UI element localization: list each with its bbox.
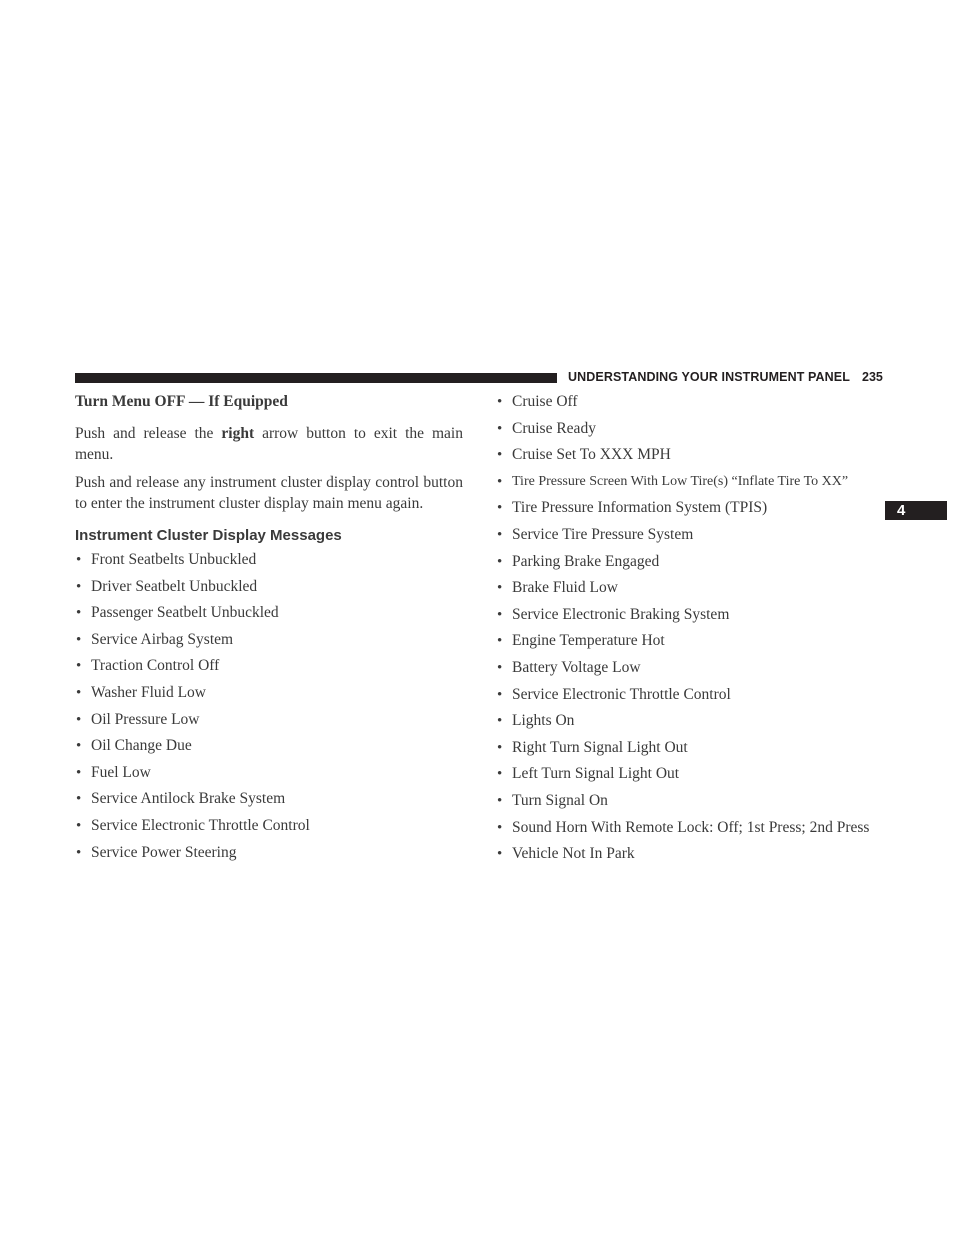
list-item-text: Washer Fluid Low: [91, 683, 206, 701]
list-item-text: Fuel Low: [91, 763, 151, 781]
bullet-icon: •: [497, 394, 503, 410]
bullet-icon: •: [497, 526, 503, 543]
list-item: [75, 656, 463, 683]
list-item-text: Engine Temperature Hot: [512, 632, 665, 650]
bullet-icon: •: [497, 420, 503, 437]
bullet-icon: •: [497, 580, 503, 597]
para1-bold-word: right: [221, 425, 255, 442]
list-item: [496, 445, 896, 472]
list-item-text: Brake Fluid Low: [512, 579, 618, 597]
list-item-text: Battery Voltage Low: [512, 658, 641, 676]
list-item-text: Oil Change Due: [91, 737, 192, 755]
list-item: [496, 764, 896, 791]
list-item-text: Right Turn Signal Light Out: [512, 738, 688, 756]
bullet-icon: •: [497, 500, 503, 517]
list-item-text: Lights On: [512, 712, 575, 730]
list-item-text: Left Turn Signal Light Out: [512, 765, 680, 783]
section-heading: Instrument Cluster Display Messages: [75, 527, 342, 544]
bullet-icon: •: [76, 764, 82, 781]
list-item-text: Service Electronic Braking System: [512, 605, 730, 623]
list-item: [75, 683, 463, 710]
bullet-icon: •: [76, 578, 82, 595]
list-item: [496, 631, 896, 658]
list-item: [75, 603, 463, 630]
bullet-icon: •: [76, 791, 82, 808]
list-item-text: Service Tire Pressure System: [512, 525, 694, 543]
bullet-icon: •: [497, 553, 503, 570]
list-item-text: Driver Seatbelt Unbuckled: [91, 577, 258, 595]
header-rule: [75, 373, 557, 383]
list-item-text: Service Antilock Brake System: [91, 790, 286, 808]
list-item: [75, 789, 463, 816]
list-item: [75, 816, 463, 843]
list-item-text: Sound Horn With Remote Lock: Off; 1st Press; 2nd Press: [512, 818, 870, 836]
list-item: [75, 630, 463, 657]
list-item: [496, 711, 896, 738]
list-item-text: Traction Control Off: [91, 657, 220, 675]
bullet-icon: •: [76, 844, 82, 861]
bullet-icon: •: [497, 686, 503, 703]
bullet-icon: •: [76, 684, 82, 701]
list-item: [75, 736, 463, 763]
list-item-text: Service Power Steering: [91, 843, 237, 861]
bullet-icon: •: [497, 659, 503, 676]
right-message-list: [496, 392, 896, 871]
bullet-icon: •: [76, 631, 82, 648]
list-item: [496, 818, 896, 845]
list-item-text: Service Airbag System: [91, 630, 234, 648]
list-item-text: Cruise Ready: [512, 419, 596, 437]
bullet-icon: •: [497, 473, 503, 490]
list-item-text: Service Electronic Throttle Control: [91, 816, 310, 834]
bullet-icon: •: [76, 552, 82, 568]
list-item: [496, 525, 896, 552]
bullet-icon: •: [76, 817, 82, 834]
bullet-icon: •: [497, 713, 503, 730]
bullet-icon: •: [497, 846, 503, 863]
bullet-icon: •: [497, 447, 503, 464]
bullet-icon: •: [497, 766, 503, 783]
list-item-text: Oil Pressure Low: [91, 710, 200, 728]
bullet-icon: •: [497, 633, 503, 650]
list-item: [75, 710, 463, 737]
list-item-text: Front Seatbelts Unbuckled: [91, 551, 257, 568]
list-item-text: Turn Signal On: [512, 791, 608, 809]
list-item-text: Tire Pressure Information System (TPIS): [512, 499, 768, 517]
paragraph-exit-menu: [75, 423, 463, 465]
chapter-tab: 4: [885, 501, 947, 520]
bullet-icon: •: [497, 819, 503, 836]
list-item: [75, 550, 463, 577]
list-item: [496, 578, 896, 605]
list-item: [496, 472, 896, 499]
list-item-text: Parking Brake Engaged: [512, 552, 660, 570]
bullet-icon: •: [497, 792, 503, 809]
subsection-heading: Turn Menu OFF — If Equipped: [75, 393, 288, 410]
list-item: [496, 419, 896, 446]
bullet-icon: •: [76, 711, 82, 728]
list-item: [496, 392, 896, 419]
bullet-icon: •: [497, 606, 503, 623]
list-item: [496, 844, 896, 871]
left-message-list: [75, 550, 463, 869]
list-item: [496, 498, 896, 525]
list-item-text: Passenger Seatbelt Unbuckled: [91, 604, 279, 622]
list-item-text: Cruise Set To XXX MPH: [512, 446, 671, 464]
list-item: [75, 843, 463, 870]
list-item-text: Service Electronic Throttle Control: [512, 685, 731, 703]
list-item: [496, 552, 896, 579]
list-item: [496, 658, 896, 685]
list-item: [75, 763, 463, 790]
list-item: [496, 738, 896, 765]
para1-text-a: Push and release the: [75, 425, 222, 442]
list-item: [75, 577, 463, 604]
list-item-text: Tire Pressure Screen With Low Tire(s) “Inflate Tire To XX”: [512, 473, 849, 489]
bullet-icon: •: [76, 738, 82, 755]
bullet-icon: •: [76, 658, 82, 675]
list-item: [496, 791, 896, 818]
paragraph-enter-menu: Push and release any instrument cluster display control button to enter the instrument cluster display main menu again.: [75, 474, 463, 512]
page-number: 235: [862, 370, 883, 384]
para1-text-b: arrow button to exit the main menu.: [75, 425, 463, 463]
list-item: [496, 685, 896, 712]
right-column: [496, 392, 896, 871]
running-header-title: UNDERSTANDING YOUR INSTRUMENT PANEL: [568, 370, 850, 384]
bullet-icon: •: [76, 605, 82, 622]
left-column: [75, 392, 463, 869]
bullet-icon: •: [497, 739, 503, 756]
list-item-text: Vehicle Not In Park: [512, 845, 635, 863]
list-item: [496, 605, 896, 632]
list-item-text: Cruise Off: [512, 393, 578, 410]
